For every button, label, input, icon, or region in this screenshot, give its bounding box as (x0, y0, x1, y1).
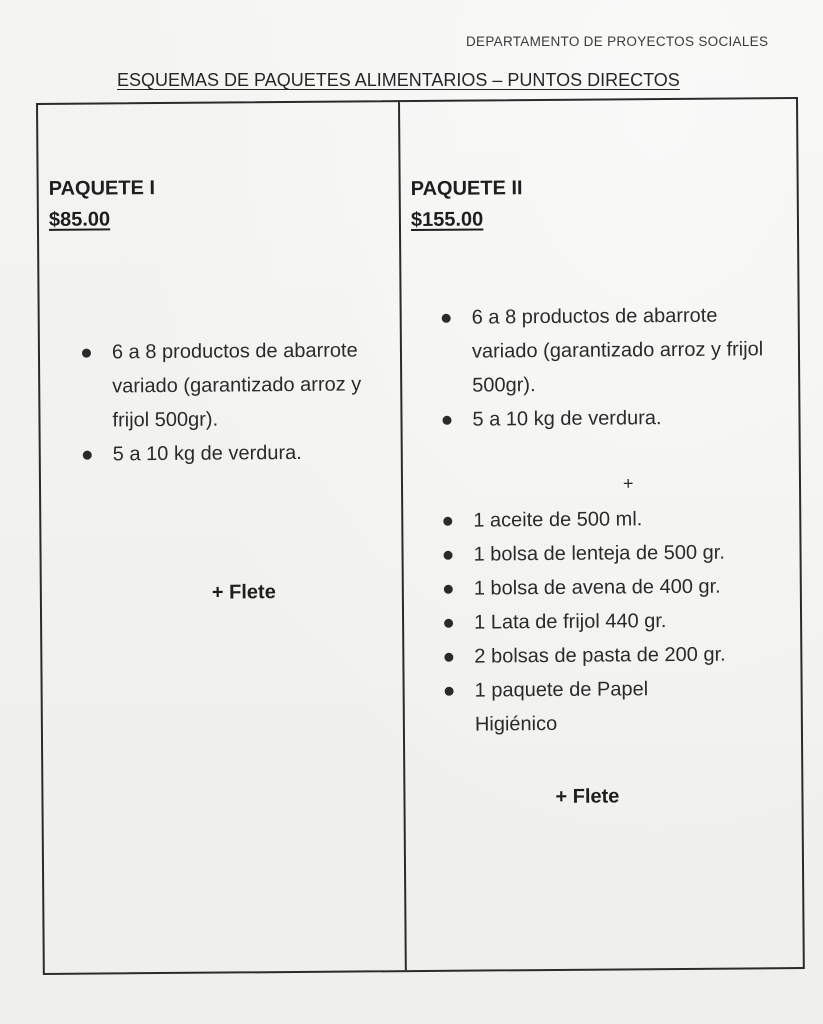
department-header: DEPARTAMENTO DE PROYECTOS SOCIALES (466, 34, 769, 49)
list-item: 6 a 8 productos de abarrote variado (garantizado arroz y frijol 500gr). (80, 333, 381, 437)
package-2-plus: + (622, 473, 634, 494)
list-item: 1 paquete de Papel Higiénico (442, 672, 705, 742)
list-item: 6 a 8 productos de abarrote variado (garantizado arroz y frijol 500gr). (440, 298, 771, 403)
package-1-name: PAQUETE I (48, 177, 156, 200)
bullet-icon (443, 517, 452, 526)
list-item: 5 a 10 kg de verdura. (81, 435, 381, 471)
bullet-icon (442, 416, 451, 425)
package-2-name: PAQUETE II (410, 177, 523, 201)
package-1-flete: + Flete (211, 581, 276, 604)
package-2-price: $155.00 (410, 208, 484, 232)
list-item: 1 Lata de frijol 440 gr. (442, 603, 772, 640)
bullet-icon (444, 585, 453, 594)
list-item: 1 aceite de 500 ml. (441, 501, 771, 538)
package-2-column (400, 99, 803, 970)
bullet-icon (83, 451, 92, 460)
list-item: 1 bolsa de lenteja de 500 gr. (441, 535, 771, 572)
package-2-extra-items (441, 501, 773, 742)
list-item: 5 a 10 kg de verdura. (440, 400, 770, 437)
list-item: 2 bolsas de pasta de 200 gr. (442, 637, 772, 674)
document-title: ESQUEMAS DE PAQUETES ALIMENTARIOS – PUNTOS DIRECTOS (117, 70, 680, 90)
packages-table (36, 97, 805, 975)
package-2-flete: + Flete (555, 785, 620, 808)
package-2-items (440, 298, 771, 437)
package-1-price: $85.00 (48, 208, 111, 231)
bullet-icon (442, 314, 451, 323)
bullet-icon (445, 687, 454, 696)
package-1-items (80, 333, 381, 471)
bullet-icon (444, 619, 453, 628)
bullet-icon (82, 349, 91, 358)
list-item: 1 bolsa de avena de 400 gr. (442, 569, 772, 606)
package-1-column (38, 102, 405, 973)
bullet-icon (444, 653, 453, 662)
bullet-icon (444, 551, 453, 560)
